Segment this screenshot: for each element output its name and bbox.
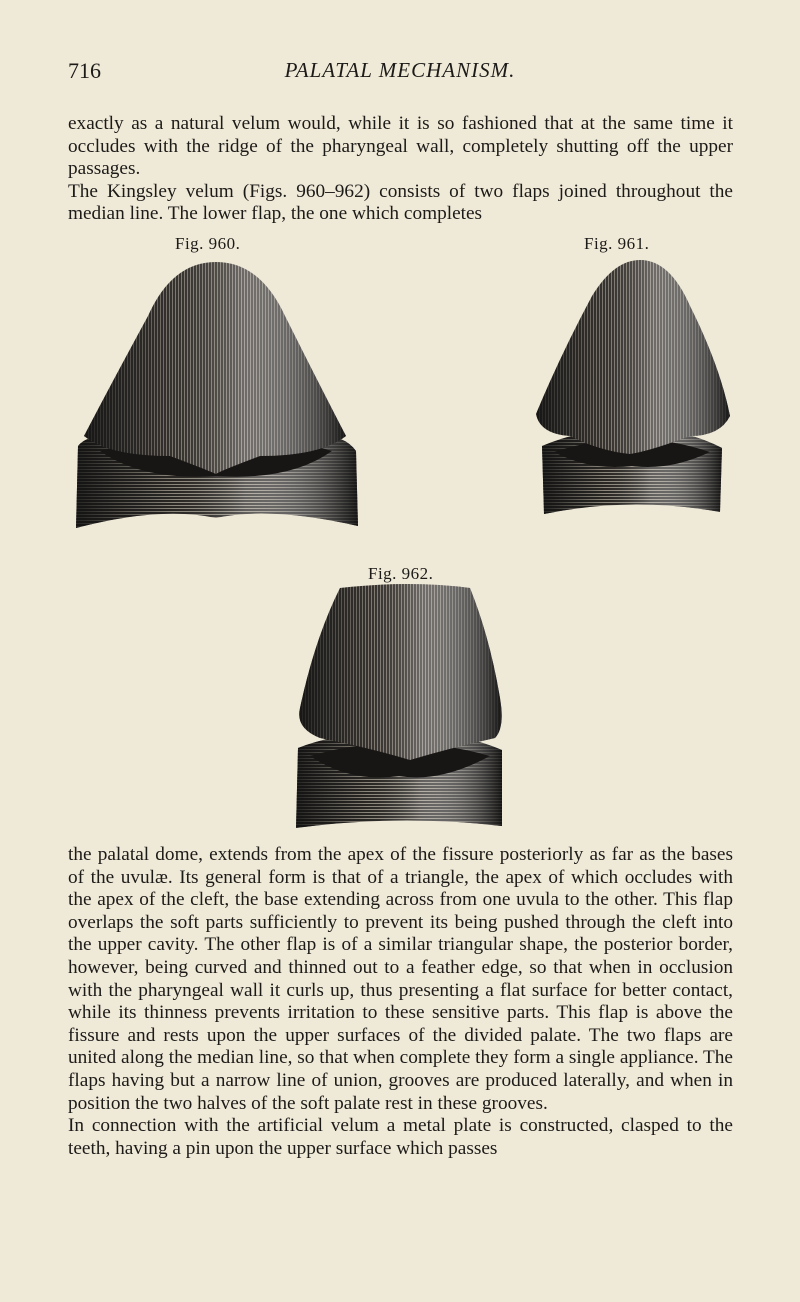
page-number: 716 [68,58,101,83]
figure-962-kingsley-velum [290,578,508,834]
figure-caption-961: Fig. 961. [584,234,650,253]
body-text-bottom [68,844,733,1160]
paragraph: exactly as a natural velum would, while it is so fashioned that at the same time it occludes with the ridge of the pharyngeal wall, completely shutting off the upper passages. [68,113,733,180]
figure-961-kingsley-velum [530,256,735,520]
running-title: PALATAL MECHANISM. [284,58,516,82]
figure-caption-962: Fig. 962. [368,564,434,583]
body-text-top [68,113,733,226]
figure-960-kingsley-velum [70,256,362,538]
page-header [68,58,732,88]
paragraph: The Kingsley velum (Figs. 960–962) consists of two flaps joined throughout the median line. The lower flap, the one which completes [68,180,733,225]
figure-caption-960: Fig. 960. [175,234,241,253]
paragraph: In connection with the artificial velum a metal plate is constructed, clasped to the teeth, having a pin upon the upper surface which passes [68,1115,733,1159]
paragraph: the palatal dome, extends from the apex of the fissure posteriorly as far as the bases of the uvulæ. Its general form is that of a triangle, the apex of which occludes with the apex of the cleft, the base extending across from one uvula to the other. This flap overlaps the soft parts sufficiently to prevent its being pushed through the cleft into the upper cavity. The other flap is of a similar triangular shape, the posterior border, however, being curved and thinned out to a feather edge, so that when in occlusion with the pharyngeal wall it curls up, thus presenting a flat surface for better contact, while its thinness prevents irritation to these sensitive parts. This flap is above the fissure and rests upon the upper surfaces of the divided palate. The two flaps are united along the median line, so that when complete they form a single appliance. The flaps having but a narrow line of union, grooves are produced laterally, and when in position the two halves of the soft palate rest in these grooves. [68,844,733,1114]
